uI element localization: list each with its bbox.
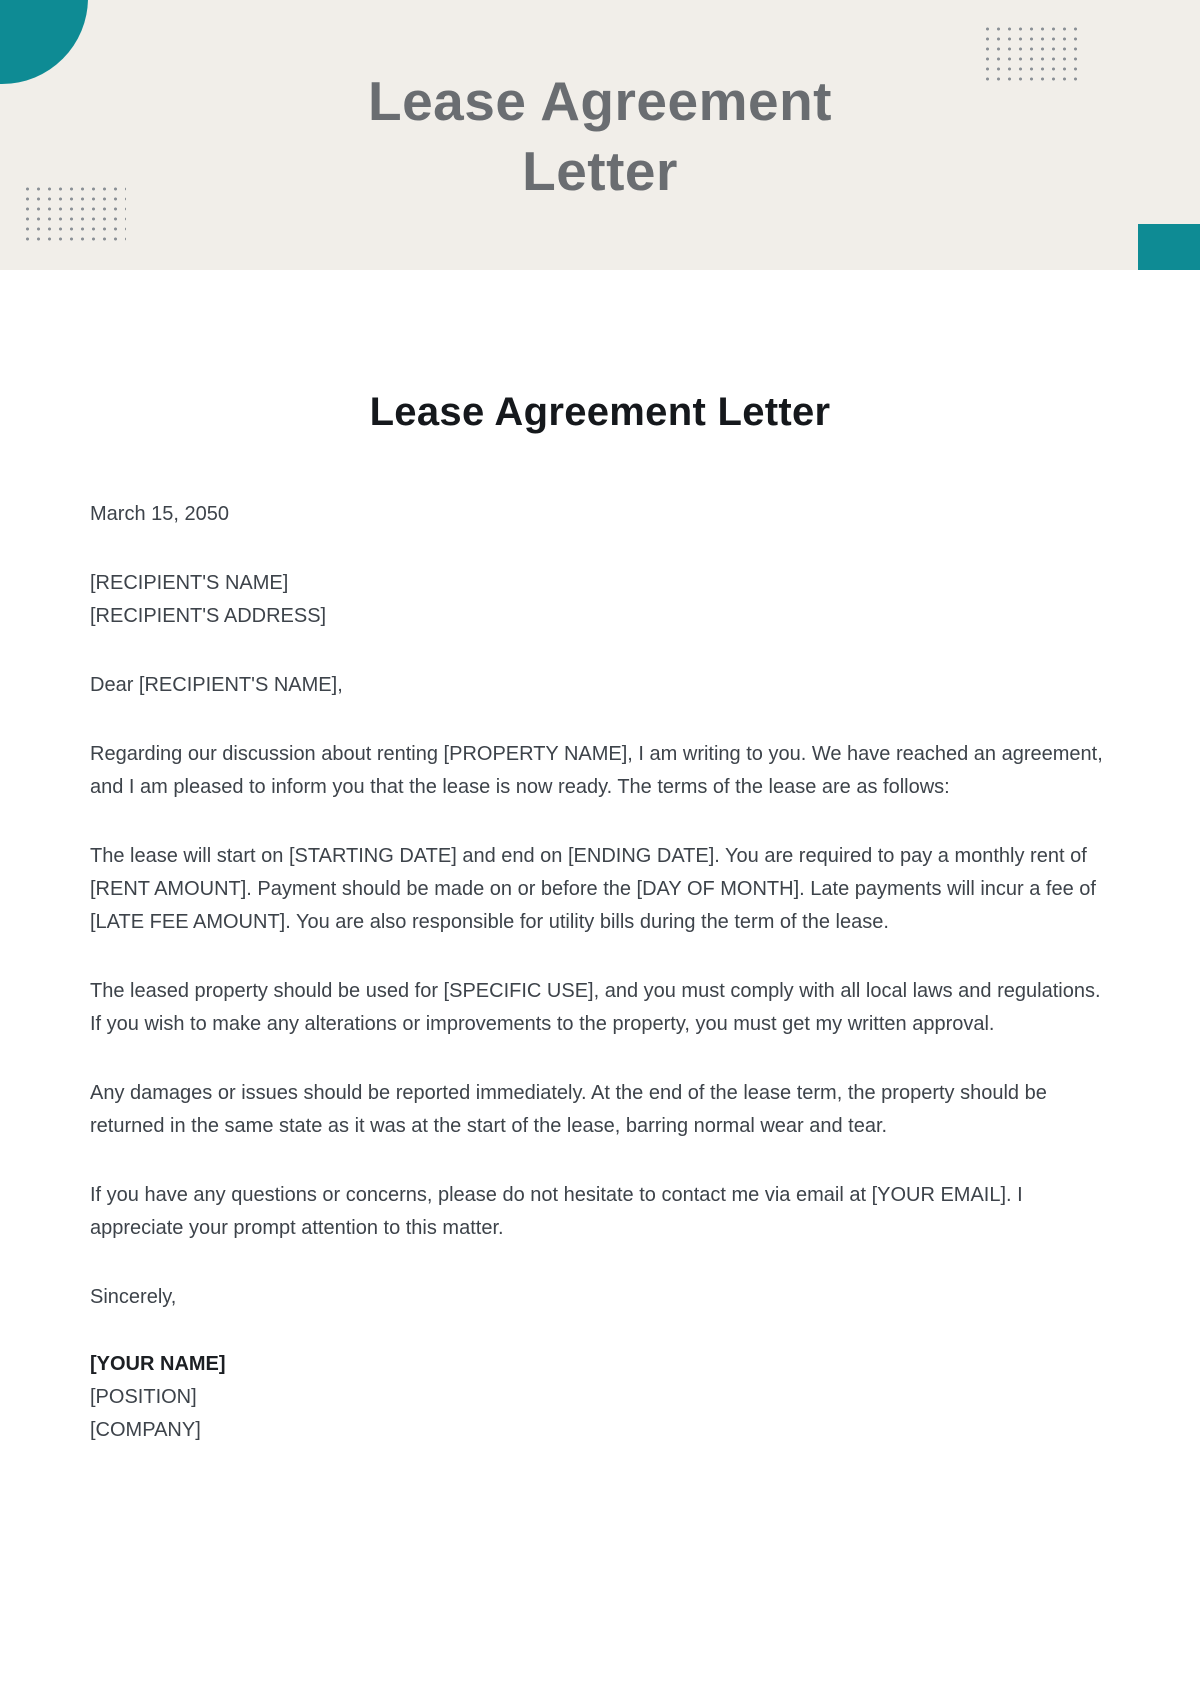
page-header: [0, 0, 1200, 270]
signature-name: [YOUR NAME]: [90, 1353, 226, 1375]
header-title: [0, 0, 1200, 207]
recipient-block: [90, 567, 1110, 633]
letter-heading: Lease Agreement Letter: [369, 390, 831, 434]
paragraph-1: Regarding our discussion about renting [PROPERTY NAME], I am writing to you. We have reached an agreement, and I am pleased to inform you that the lease is now ready. The terms of the lease are as follows:: [90, 743, 1103, 798]
signature-company: [COMPANY]: [90, 1419, 201, 1441]
letter-body: [0, 388, 1200, 1447]
header-title-line1: Lease Agreement: [368, 70, 832, 132]
paragraph-2: The lease will start on [STARTING DATE] and end on [ENDING DATE]. You are required to pay a monthly rent of [RENT AMOUNT]. Payment should be made on or before the [DAY OF MONTH]. Late payments will incur a fee of [LATE FEE AMOUNT]. You are also responsible for utility bills during the term of the lease.: [90, 845, 1096, 933]
paragraph-3: The leased property should be used for [SPECIFIC USE], and you must comply with all local laws and regulations. If you wish to make any alterations or improvements to the property, you must get my written approval.: [90, 980, 1101, 1035]
letter-date: March 15, 2050: [90, 503, 229, 525]
header-title-line2: Letter: [522, 140, 678, 203]
signature-position: [POSITION]: [90, 1386, 197, 1408]
recipient-address: [RECIPIENT'S ADDRESS]: [90, 605, 327, 627]
paragraph-5: If you have any questions or concerns, please do not hesitate to contact me via email at [YOUR EMAIL]. I appreciate your prompt attention to this matter.: [90, 1184, 1023, 1239]
signature-block: [90, 1348, 1110, 1447]
salutation: Dear [RECIPIENT'S NAME],: [90, 674, 343, 696]
closing: Sincerely,: [90, 1286, 177, 1308]
recipient-name: [RECIPIENT'S NAME]: [90, 572, 289, 594]
paragraph-4: Any damages or issues should be reported immediately. At the end of the lease term, the property should be returned in the same state as it was at the start of the lease, barring normal wear and tear.: [90, 1082, 1047, 1137]
teal-rectangle-decoration: [1138, 224, 1200, 270]
